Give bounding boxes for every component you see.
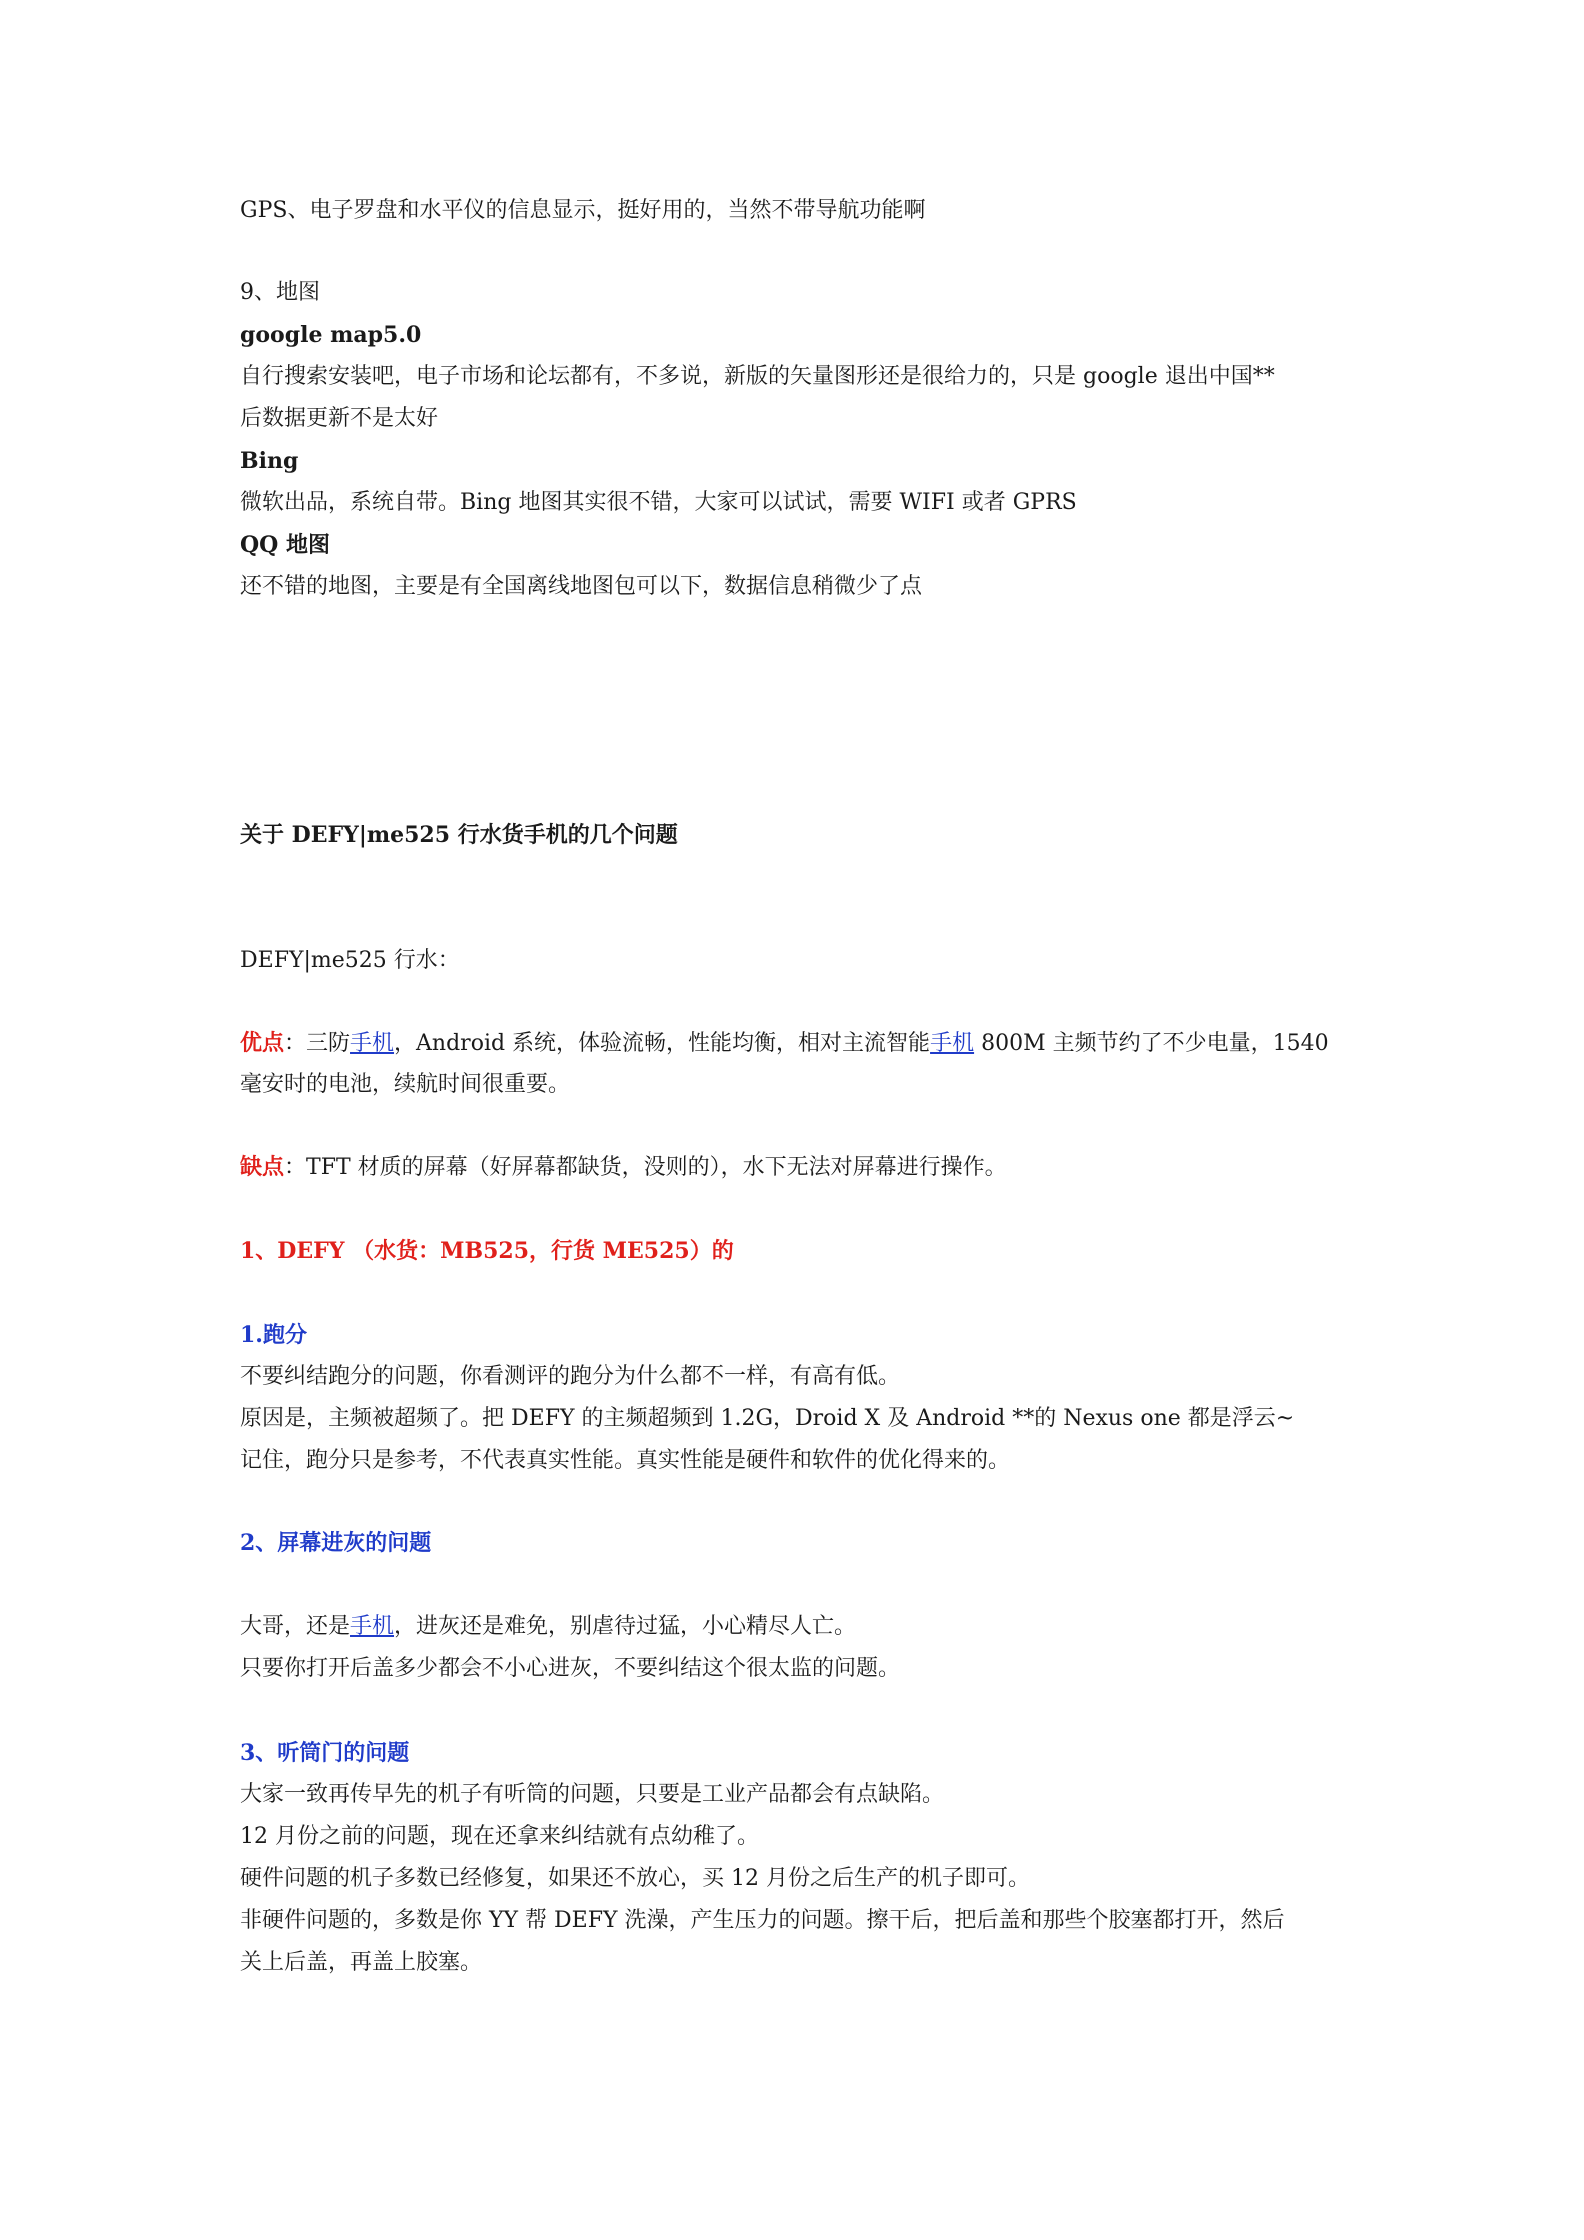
earpiece-line1: 大家一致再传早先的机子有听筒的问题，只要是工业产品都会有点缺陷。 bbox=[240, 1782, 945, 1807]
score-heading: 1.跑分 bbox=[240, 1322, 307, 1348]
pros-text-2: ，Android 系统，体验流畅，性能均衡，相对主流智能 bbox=[394, 1031, 931, 1056]
google-maps-title: google map5.0 bbox=[240, 322, 422, 348]
pros-text-3: 800M 主频节约了不少电量，1540 bbox=[974, 1031, 1329, 1056]
phone-link-1[interactable]: 手机 bbox=[350, 1031, 395, 1056]
screen-text-b: ，进灰还是难免，别虐待过猛，小心精尽人亡。 bbox=[394, 1614, 857, 1639]
pros-line1 bbox=[240, 1028, 1360, 1059]
screen-line1 bbox=[240, 1612, 1360, 1642]
screen-text-a: 大哥，还是 bbox=[240, 1614, 351, 1639]
earpiece-heading: 3、听筒门的问题 bbox=[240, 1740, 410, 1766]
earpiece-line4: 非硬件问题的，多数是你 YY 帮 DEFY 洗澡，产生压力的问题。擦干后，把后盖和那些个胶塞都打开，然后 bbox=[240, 1908, 1285, 1933]
gps-description: GPS、电子罗盘和水平仪的信息显示，挺好用的，当然不带导航功能啊 bbox=[240, 198, 926, 223]
screen-heading: 2、屏幕进灰的问题 bbox=[240, 1530, 432, 1556]
article-title: 关于 DEFY|me525 行水货手机的几个问题 bbox=[240, 822, 678, 848]
qq-maps-title: QQ 地图 bbox=[240, 532, 330, 558]
cons-line bbox=[240, 1152, 1360, 1183]
cons-text: ：TFT 材质的屏幕（好屏幕都缺货，没则的），水下无法对屏幕进行操作。 bbox=[284, 1155, 1007, 1180]
google-maps-desc-line1: 自行搜索安装吧，电子市场和论坛都有，不多说，新版的矢量图形还是很给力的，只是 google 退出中国** bbox=[240, 364, 1275, 389]
phone-link-3[interactable]: 手机 bbox=[350, 1614, 395, 1639]
score-line1: 不要纠结跑分的问题，你看测评的跑分为什么都不一样，有高有低。 bbox=[240, 1364, 901, 1389]
earpiece-line3: 硬件问题的机子多数已经修复，如果还不放心，买 12 月份之后生产的机子即可。 bbox=[240, 1866, 1030, 1891]
score-line2: 原因是，主频被超频了。把 DEFY 的主频超频到 1.2G，Droid X 及 Android **的 Nexus one 都是浮云~ bbox=[240, 1406, 1295, 1431]
cons-label: 缺点 bbox=[240, 1154, 285, 1180]
bing-maps-title: Bing bbox=[240, 448, 299, 474]
google-maps-desc-line2: 后数据更新不是太好 bbox=[240, 406, 439, 431]
pros-text-1: ：三防 bbox=[284, 1031, 351, 1056]
earpiece-line5: 关上后盖，再盖上胶塞。 bbox=[240, 1950, 483, 1975]
bing-maps-desc: 微软出品，系统自带。Bing 地图其实很不错，大家可以试试，需要 WIFI 或者 GPRS bbox=[240, 490, 1077, 515]
earpiece-line2: 12 月份之前的问题，现在还拿来纠结就有点幼稚了。 bbox=[240, 1824, 759, 1849]
phone-link-2[interactable]: 手机 bbox=[930, 1031, 975, 1056]
maps-heading: 9、地图 bbox=[240, 280, 320, 305]
screen-line2: 只要你打开后盖多少都会不小心进灰，不要纠结这个很太监的问题。 bbox=[240, 1656, 901, 1681]
article-subtitle: DEFY|me525 行水： bbox=[240, 948, 460, 973]
section1-heading: 1、DEFY （水货：MB525，行货 ME525）的 bbox=[240, 1238, 734, 1264]
score-line3: 记住，跑分只是参考，不代表真实性能。真实性能是硬件和软件的优化得来的。 bbox=[240, 1448, 1011, 1473]
pros-line2: 毫安时的电池，续航时间很重要。 bbox=[240, 1072, 571, 1097]
qq-maps-desc: 还不错的地图，主要是有全国离线地图包可以下，数据信息稍微少了点 bbox=[240, 574, 923, 599]
pros-label: 优点 bbox=[240, 1030, 285, 1056]
